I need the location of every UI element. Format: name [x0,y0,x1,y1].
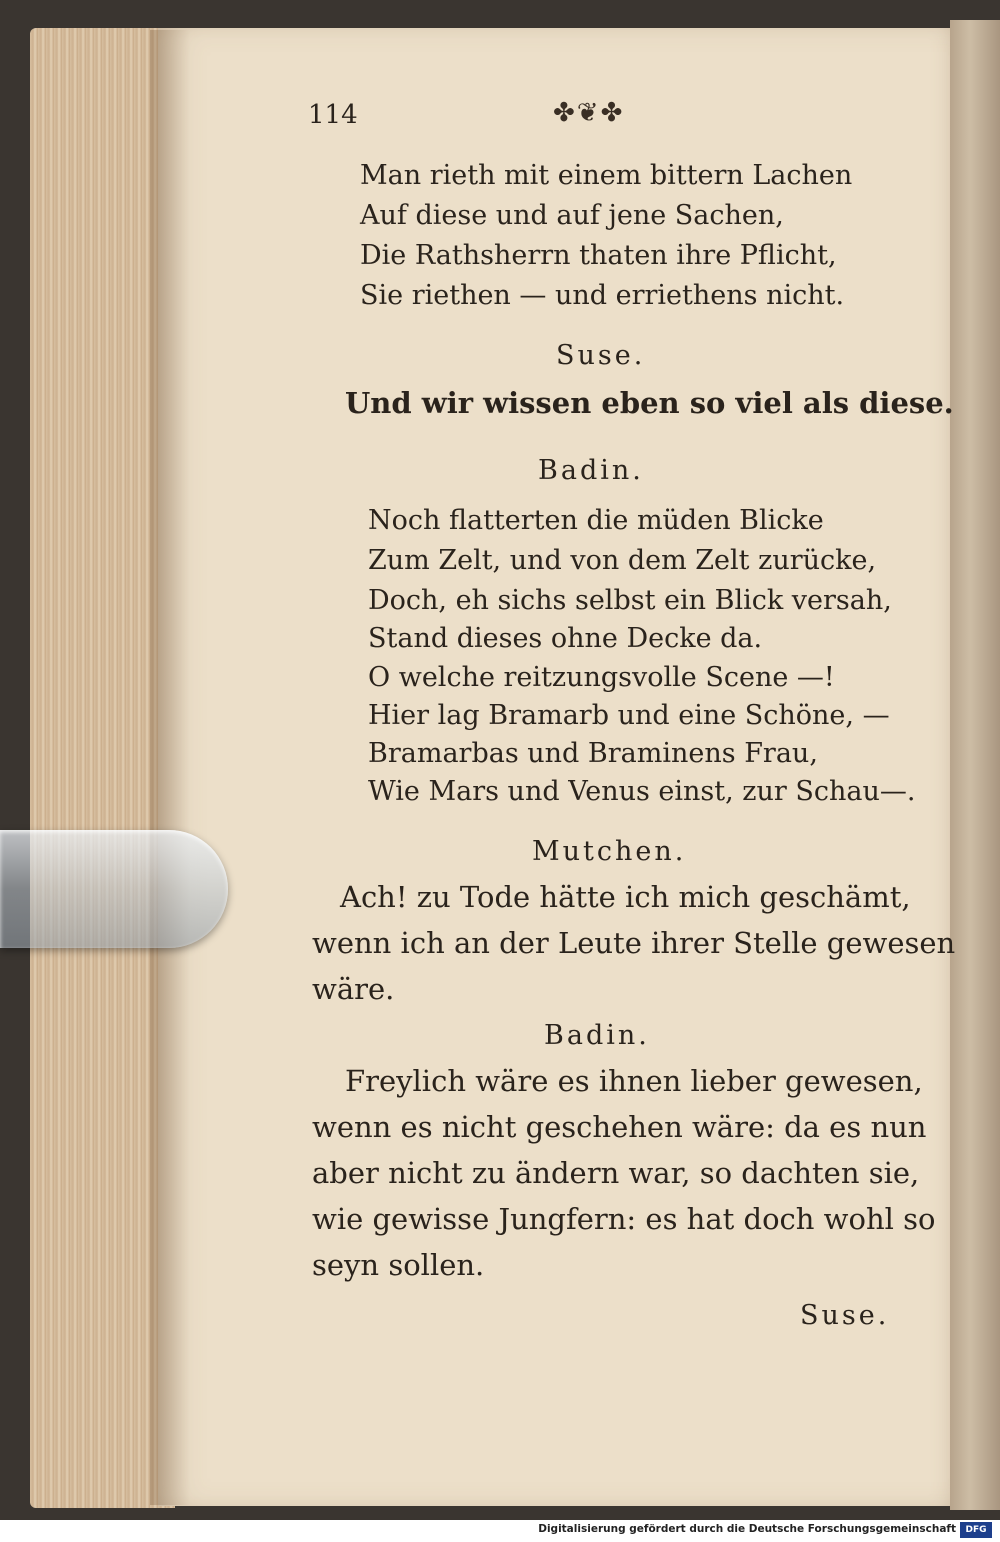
verse-line: Die Rathsherrn thaten ihre Pflicht, [360,240,837,271]
verse-line: O welche reitzungsvolle Scene —! [368,662,835,693]
prose-line: aber nicht zu ändern war, so dachten sie, [312,1156,920,1190]
verse-line: Zum Zelt, und von dem Zelt zurücke, [368,545,877,576]
dialogue-line: Und wir wissen eben so viel als diese. [345,386,954,420]
speaker-name: Suse. [556,340,646,371]
footer-credit: Digitalisierung gefördert durch die Deutsche Forschungsgemeinschaft [538,1523,956,1535]
verse-line: Sie riethen — und erriethens nicht. [360,280,845,311]
verse-line: Stand dieses ohne Decke da. [368,623,763,654]
dfg-logo-icon: DFG [960,1522,992,1538]
header-ornament: ✤❦✤ [553,98,625,128]
verse-line: Hier lag Bramarb und eine Schöne, — [368,700,890,731]
glass-page-weight [0,830,228,948]
page-number: 114 [308,100,358,130]
prose-line: wäre. [312,972,395,1006]
prose-line: Freylich wäre es ihnen lieber gewesen, [345,1064,923,1098]
prose-line: wie gewisse Jungfern: es hat doch wohl so [312,1202,936,1236]
prose-line: Ach! zu Tode hätte ich mich geschämt, [340,880,911,914]
verse-line: Doch, eh sichs selbst ein Blick versah, [368,585,892,616]
speaker-name: Badin. [544,1020,650,1051]
catchword: Suse. [800,1300,890,1331]
speaker-name: Mutchen. [532,836,687,867]
verse-line: Auf diese und auf jene Sachen, [360,200,784,231]
prose-line: wenn ich an der Leute ihrer Stelle gewesen [312,926,956,960]
verse-line: Wie Mars und Venus einst, zur Schau—. [368,776,916,807]
gutter-shadow [150,30,190,1505]
verse-line: Bramarbas und Braminens Frau, [368,738,818,769]
prose-line: seyn sollen. [312,1248,485,1282]
verse-line: Man rieth mit einem bittern Lachen [360,160,853,191]
facing-page-edge [950,20,1000,1510]
speaker-name: Badin. [538,455,644,486]
footer-bar [0,1520,1000,1542]
prose-line: wenn es nicht geschehen wäre: da es nun [312,1110,927,1144]
verse-line: Noch flatterten die müden Blicke [368,505,824,536]
